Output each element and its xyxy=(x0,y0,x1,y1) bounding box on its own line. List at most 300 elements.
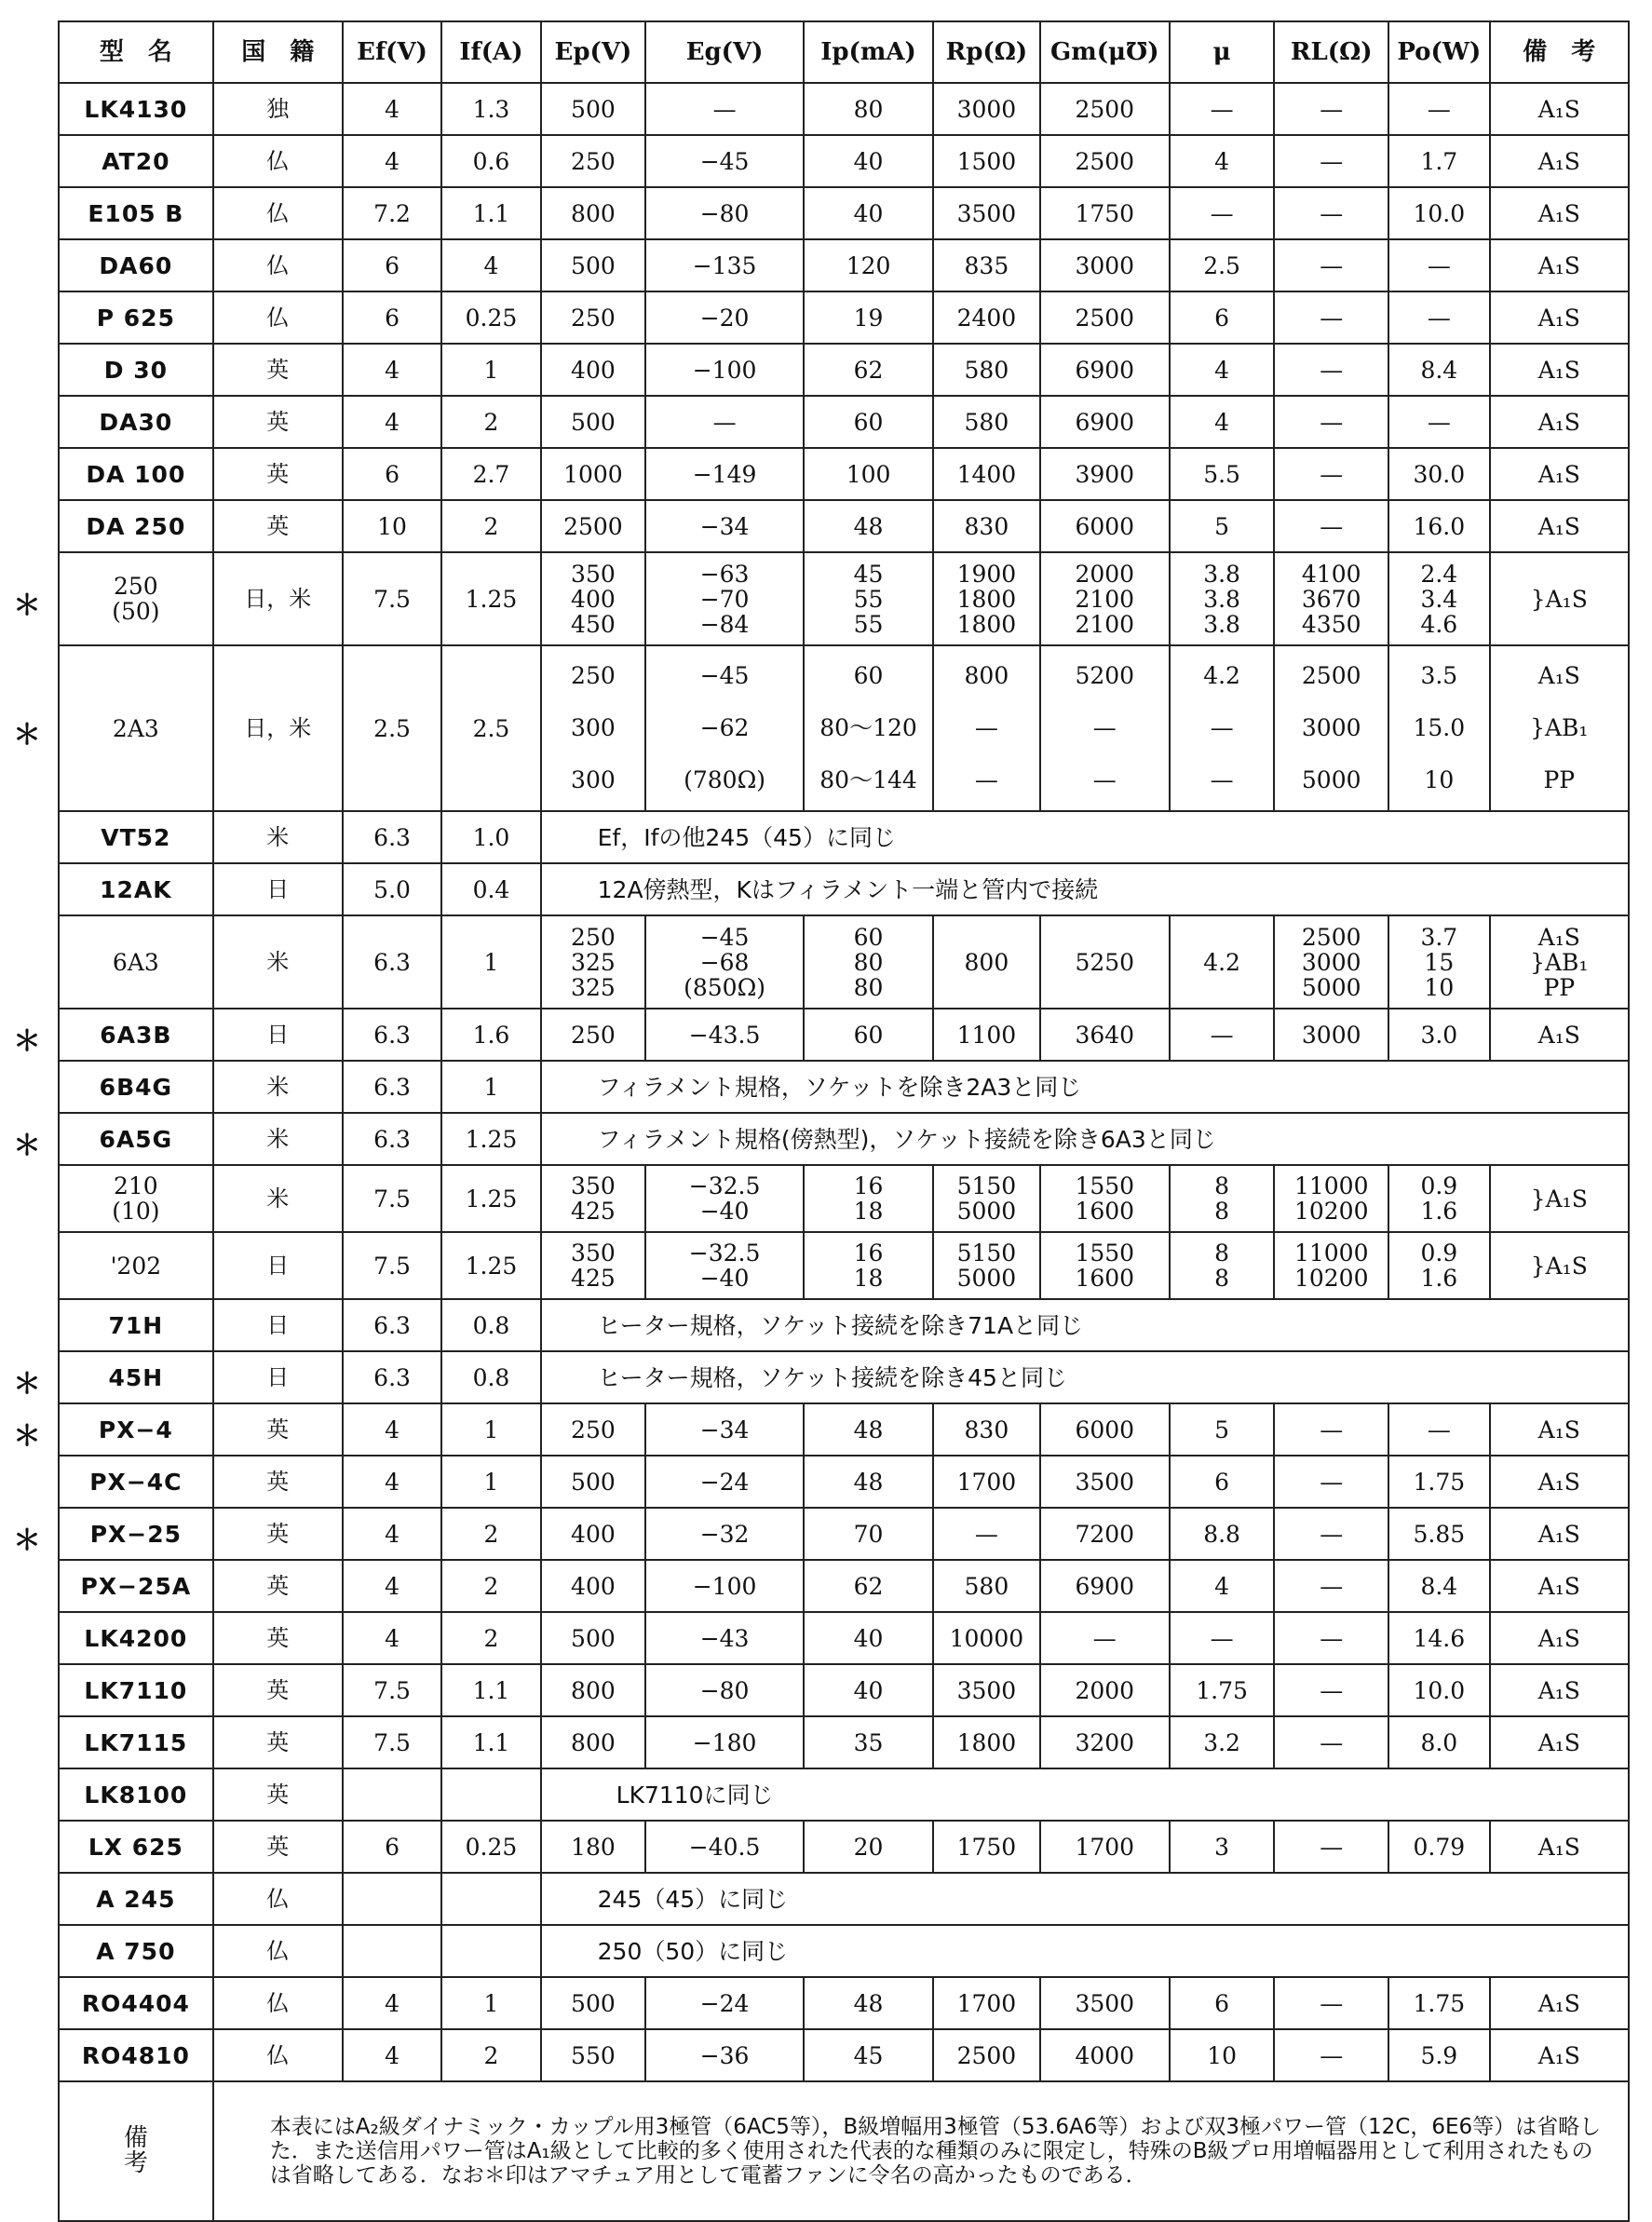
nation-cell: 独 xyxy=(213,83,343,135)
po-cell: 16.0 xyxy=(1388,500,1489,552)
cell-line: A₁S xyxy=(1537,923,1580,951)
po-cell: 14.6 xyxy=(1388,1612,1489,1664)
cell-line: 55 xyxy=(853,585,884,613)
ip-cell: 48 xyxy=(804,1977,933,2029)
nation-cell: 仏 xyxy=(213,1925,343,1977)
cell-line: 2100 xyxy=(1075,610,1135,638)
cell-line: 5150 xyxy=(956,1240,1017,1267)
nation-cell: 仏 xyxy=(213,135,343,187)
ip-cell xyxy=(804,1165,933,1232)
if-cell: 0.4 xyxy=(441,863,540,915)
col-header: Gm(μ℧) xyxy=(1040,21,1170,83)
nation-cell: 日 xyxy=(213,1351,343,1403)
cell-line: 2000 xyxy=(1075,560,1135,588)
rp-cell: 830 xyxy=(933,500,1040,552)
gm-cell: — xyxy=(1040,1612,1170,1664)
cell-line: 80〜144 xyxy=(819,766,917,793)
cell-line: 16 xyxy=(853,1172,884,1199)
ep-cell xyxy=(541,915,646,1009)
table-row xyxy=(59,915,1629,1009)
rp-cell: 1400 xyxy=(933,448,1040,500)
col-header: Ef(V) xyxy=(343,21,441,83)
model-cell: DA30 xyxy=(59,396,213,448)
ef-cell: 7.2 xyxy=(343,187,441,239)
remarks-cell: A₁S xyxy=(1490,448,1629,500)
mu-cell: — xyxy=(1170,1612,1275,1664)
cell-line: }AB₁ xyxy=(1530,948,1589,976)
eg-cell: −45 xyxy=(645,135,804,187)
cell-line: 8 xyxy=(1214,1240,1230,1267)
remarks-cell: A₁S xyxy=(1490,1560,1629,1612)
rp-cell: 2400 xyxy=(933,291,1040,344)
merged-note-cell: フィラメント規格，ソケットを除き2A3と同じ xyxy=(541,1061,1629,1113)
if-cell: 2.5 xyxy=(441,645,540,811)
cell-line: 考 xyxy=(123,2149,148,2177)
model-cell: 6A3B xyxy=(59,1009,213,1061)
ef-cell: 4 xyxy=(343,83,441,135)
remarks-cell xyxy=(1490,645,1629,811)
ep-cell xyxy=(541,1232,646,1299)
ef-cell: 4 xyxy=(343,1508,441,1560)
nation-cell: 日 xyxy=(213,1009,343,1061)
nation-cell: 米 xyxy=(213,811,343,863)
nation-cell: 日 xyxy=(213,863,343,915)
model-cell: A 750 xyxy=(59,1925,213,1977)
remarks-cell: A₁S xyxy=(1490,1716,1629,1768)
table-row xyxy=(59,500,1629,552)
cell-line: 5150 xyxy=(956,1172,1017,1199)
remarks-cell: A₁S xyxy=(1490,83,1629,135)
ip-cell: 48 xyxy=(804,500,933,552)
rl-cell: — xyxy=(1274,396,1388,448)
model-cell: 12AK xyxy=(59,863,213,915)
rl-cell xyxy=(1274,915,1388,1009)
cell-line: 325 xyxy=(571,948,616,976)
col-header: 国 籍 xyxy=(213,21,343,83)
ip-cell: 70 xyxy=(804,1508,933,1560)
cell-line: 300 xyxy=(571,714,616,741)
ef-cell: 4 xyxy=(343,1560,441,1612)
rl-cell: — xyxy=(1274,448,1388,500)
ep-cell xyxy=(541,552,646,645)
cell-line: 1800 xyxy=(956,610,1017,638)
rp-cell: 2500 xyxy=(933,2029,1040,2081)
po-cell: 3.0 xyxy=(1388,1009,1489,1061)
cell-line: 15.0 xyxy=(1413,714,1466,741)
eg-cell: −24 xyxy=(645,1456,804,1508)
remarks-cell xyxy=(1490,915,1629,1009)
col-header: Po(W) xyxy=(1388,21,1489,83)
cell-line: 350 xyxy=(571,1240,616,1267)
model-cell: RO4404 xyxy=(59,1977,213,2029)
model-cell: LK8100 xyxy=(59,1768,213,1821)
nation-cell: 日 xyxy=(213,1232,343,1299)
ef-cell: 4 xyxy=(343,1612,441,1664)
gm-cell: 2000 xyxy=(1040,1664,1170,1716)
merged-note-cell: 250（50）に同じ xyxy=(541,1925,1629,1977)
ip-cell xyxy=(804,552,933,645)
po-cell: — xyxy=(1388,1403,1489,1456)
ep-cell: 500 xyxy=(541,1456,646,1508)
cell-line: 10200 xyxy=(1293,1265,1369,1292)
cell-line: 16 xyxy=(853,1240,884,1267)
po-cell: 1.75 xyxy=(1388,1977,1489,2029)
ip-cell xyxy=(804,645,933,811)
rl-cell: — xyxy=(1274,1560,1388,1612)
gm-cell: 2500 xyxy=(1040,83,1170,135)
ip-cell: 62 xyxy=(804,1560,933,1612)
rl-cell: — xyxy=(1274,1977,1388,2029)
cell-line: 備 xyxy=(123,2124,148,2152)
po-cell: 0.79 xyxy=(1388,1821,1489,1873)
gm-cell xyxy=(1040,1232,1170,1299)
ef-cell: 6.3 xyxy=(343,1061,441,1113)
rp-cell: 580 xyxy=(933,344,1040,396)
table-row xyxy=(59,1009,1629,1061)
table-row xyxy=(59,1232,1629,1299)
ep-cell: 250 xyxy=(541,291,646,344)
nation-cell: 米 xyxy=(213,915,343,1009)
amateur-star-marker: ＊ xyxy=(13,1368,41,1401)
rp-cell: 835 xyxy=(933,239,1040,291)
eg-cell: −100 xyxy=(645,344,804,396)
gm-cell: 7200 xyxy=(1040,1508,1170,1560)
mu-cell: 8.8 xyxy=(1170,1508,1275,1560)
ep-cell: 400 xyxy=(541,344,646,396)
cell-line: 250 xyxy=(571,662,616,689)
ef-cell: 6.3 xyxy=(343,1351,441,1403)
remarks-cell: A₁S xyxy=(1490,1009,1629,1061)
ef-cell: 2.5 xyxy=(343,645,441,811)
model-cell xyxy=(59,552,213,645)
nation-cell: 英 xyxy=(213,448,343,500)
ef-cell: 6.3 xyxy=(343,915,441,1009)
amateur-star-marker: ＊ xyxy=(13,1025,41,1058)
eg-cell: −24 xyxy=(645,1977,804,2029)
nation-cell: 英 xyxy=(213,396,343,448)
rp-cell: 1700 xyxy=(933,1977,1040,2029)
mu-cell: — xyxy=(1170,187,1275,239)
po-cell: 8.4 xyxy=(1388,344,1489,396)
rl-cell xyxy=(1274,645,1388,811)
ep-cell: 500 xyxy=(541,1612,646,1664)
ef-cell: 6.3 xyxy=(343,1009,441,1061)
gm-cell: 6000 xyxy=(1040,1403,1170,1456)
eg-cell xyxy=(645,915,804,1009)
rp-cell: 1700 xyxy=(933,1456,1040,1508)
table-row xyxy=(59,2081,1629,2221)
col-header: Ip(mA) xyxy=(804,21,933,83)
cell-line: 60 xyxy=(853,923,884,951)
table-row xyxy=(59,83,1629,135)
model-cell: PX−4 xyxy=(59,1403,213,1456)
ip-cell: 20 xyxy=(804,1821,933,1873)
ef-cell: 7.5 xyxy=(343,1232,441,1299)
rp-cell: 800 xyxy=(933,915,1040,1009)
ep-cell: 800 xyxy=(541,1664,646,1716)
table-row xyxy=(59,1873,1629,1925)
merged-note-cell: ヒーター規格，ソケット接続を除き71Aと同じ xyxy=(541,1299,1629,1351)
rp-cell: 830 xyxy=(933,1403,1040,1456)
ep-cell: 250 xyxy=(541,1009,646,1061)
ef-cell: 4 xyxy=(343,2029,441,2081)
merged-note-cell: LK7110に同じ xyxy=(541,1768,1629,1821)
ef-cell: 7.5 xyxy=(343,1716,441,1768)
amateur-star-marker: ＊ xyxy=(13,1420,41,1453)
col-header: Rp(Ω) xyxy=(933,21,1040,83)
gm-cell: 3900 xyxy=(1040,448,1170,500)
cell-line: 1800 xyxy=(956,585,1017,613)
remarks-cell: A₁S xyxy=(1490,1977,1629,2029)
col-header: RL(Ω) xyxy=(1274,21,1388,83)
cell-line: 8 xyxy=(1214,1172,1230,1199)
remarks-cell: A₁S xyxy=(1490,500,1629,552)
rl-cell: — xyxy=(1274,1664,1388,1716)
model-cell: VT52 xyxy=(59,811,213,863)
if-cell: 2 xyxy=(441,1508,540,1560)
amateur-star-marker: ＊ xyxy=(13,589,41,622)
cell-line: 350 xyxy=(571,560,616,588)
remarks-cell: A₁S xyxy=(1490,135,1629,187)
cell-line: 2500 xyxy=(1301,662,1361,689)
eg-cell: — xyxy=(645,83,804,135)
rp-cell: 1750 xyxy=(933,1821,1040,1873)
mu-cell: 4 xyxy=(1170,1560,1275,1612)
cell-line: −45 xyxy=(699,923,750,951)
cell-line: −68 xyxy=(699,948,750,976)
cell-line: −32.5 xyxy=(688,1172,761,1199)
rl-cell: — xyxy=(1274,344,1388,396)
nation-cell: 英 xyxy=(213,1664,343,1716)
mu-cell: 4 xyxy=(1170,396,1275,448)
ep-cell xyxy=(541,1165,646,1232)
remarks-cell: }A₁S xyxy=(1490,1165,1629,1232)
nation-cell: 英 xyxy=(213,500,343,552)
ip-cell: 40 xyxy=(804,1664,933,1716)
mu-cell: 6 xyxy=(1170,291,1275,344)
nation-cell: 英 xyxy=(213,1456,343,1508)
mu-cell: — xyxy=(1170,1009,1275,1061)
cell-line: −45 xyxy=(699,662,750,689)
rl-cell xyxy=(1274,1232,1388,1299)
cell-line: 250 xyxy=(571,923,616,951)
model-cell: PX−4C xyxy=(59,1456,213,1508)
model-cell: RO4810 xyxy=(59,2029,213,2081)
cell-line: (780Ω) xyxy=(684,766,766,793)
model-cell: LK4200 xyxy=(59,1612,213,1664)
if-cell xyxy=(441,1873,540,1925)
rl-cell: — xyxy=(1274,239,1388,291)
nation-cell: 仏 xyxy=(213,1873,343,1925)
cell-line: 0.9 xyxy=(1420,1172,1458,1199)
cell-line: 3000 xyxy=(1301,714,1361,741)
cell-line: 55 xyxy=(853,610,884,638)
ep-cell: 180 xyxy=(541,1821,646,1873)
cell-line: PP xyxy=(1543,766,1576,793)
remarks-cell: A₁S xyxy=(1490,396,1629,448)
if-cell: 1.1 xyxy=(441,187,540,239)
cell-line: −32.5 xyxy=(688,1240,761,1267)
cell-line: 80〜120 xyxy=(819,714,917,741)
header-row xyxy=(59,21,1629,83)
amateur-star-marker: ＊ xyxy=(13,719,41,752)
remarks-cell: }A₁S xyxy=(1490,552,1629,645)
cell-line: }AB₁ xyxy=(1530,714,1589,741)
nation-cell: 英 xyxy=(213,1716,343,1768)
cell-line: 5000 xyxy=(1301,973,1361,1001)
nation-cell: 英 xyxy=(213,1612,343,1664)
model-cell: DA 250 xyxy=(59,500,213,552)
nation-cell: 米 xyxy=(213,1113,343,1165)
if-cell: 1 xyxy=(441,1456,540,1508)
mu-cell: 6 xyxy=(1170,1456,1275,1508)
nation-cell: 英 xyxy=(213,1768,343,1821)
cell-line: 350 xyxy=(571,1172,616,1199)
ip-cell xyxy=(804,1232,933,1299)
remarks-cell: }A₁S xyxy=(1490,1232,1629,1299)
cell-line: 10 xyxy=(1424,766,1455,793)
gm-cell: 3500 xyxy=(1040,1456,1170,1508)
eg-cell: −34 xyxy=(645,1403,804,1456)
ef-cell xyxy=(343,1768,441,1821)
ip-cell: 40 xyxy=(804,187,933,239)
table-row xyxy=(59,811,1629,863)
nation-cell: 仏 xyxy=(213,239,343,291)
eg-cell: −80 xyxy=(645,187,804,239)
ip-cell: 48 xyxy=(804,1456,933,1508)
col-header: μ xyxy=(1170,21,1275,83)
ef-cell: 6.3 xyxy=(343,1113,441,1165)
cell-line: — xyxy=(974,714,998,741)
rl-cell: — xyxy=(1274,83,1388,135)
model-cell: 2A3 xyxy=(59,645,213,811)
ep-cell: 500 xyxy=(541,83,646,135)
table-row xyxy=(59,1716,1629,1768)
eg-cell: −135 xyxy=(645,239,804,291)
nation-cell: 英 xyxy=(213,1821,343,1873)
po-cell xyxy=(1388,1232,1489,1299)
po-cell: 5.85 xyxy=(1388,1508,1489,1560)
cell-line: 450 xyxy=(571,610,616,638)
gm-cell: 6900 xyxy=(1040,396,1170,448)
mu-cell: 5 xyxy=(1170,500,1275,552)
gm-cell: 3000 xyxy=(1040,239,1170,291)
nation-cell: 米 xyxy=(213,1165,343,1232)
mu-cell: 5 xyxy=(1170,1403,1275,1456)
if-cell: 0.8 xyxy=(441,1299,540,1351)
ef-cell: 4 xyxy=(343,1403,441,1456)
cell-line: — xyxy=(1092,714,1117,741)
if-cell: 1.0 xyxy=(441,811,540,863)
cell-line: 2.4 xyxy=(1420,560,1458,588)
table-row xyxy=(59,1612,1629,1664)
po-cell: — xyxy=(1388,291,1489,344)
gm-cell: 2500 xyxy=(1040,135,1170,187)
rp-cell: 1500 xyxy=(933,135,1040,187)
cell-line: 80 xyxy=(853,948,884,976)
po-cell xyxy=(1388,645,1489,811)
table-row xyxy=(59,863,1629,915)
ef-cell: 4 xyxy=(343,344,441,396)
col-header: Eg(V) xyxy=(645,21,804,83)
cell-line: 60 xyxy=(853,662,884,689)
cell-line: −40 xyxy=(699,1198,750,1225)
mu-cell: 4 xyxy=(1170,135,1275,187)
if-cell: 2 xyxy=(441,500,540,552)
cell-line: −70 xyxy=(699,585,750,613)
nation-cell: 仏 xyxy=(213,2029,343,2081)
if-cell: 1 xyxy=(441,1977,540,2029)
po-cell: 30.0 xyxy=(1388,448,1489,500)
eg-cell: −80 xyxy=(645,1664,804,1716)
ef-cell: 4 xyxy=(343,135,441,187)
cell-line: 1600 xyxy=(1075,1198,1135,1225)
if-cell: 2 xyxy=(441,396,540,448)
merged-note-cell: Ef，Ifの他245（45）に同じ xyxy=(541,811,1629,863)
nation-cell: 仏 xyxy=(213,291,343,344)
mu-cell xyxy=(1170,1165,1275,1232)
table-row xyxy=(59,1351,1629,1403)
ep-cell: 800 xyxy=(541,1716,646,1768)
eg-cell: −20 xyxy=(645,291,804,344)
mu-cell: 10 xyxy=(1170,2029,1275,2081)
cell-line: 4100 xyxy=(1301,560,1361,588)
if-cell: 1.1 xyxy=(441,1716,540,1768)
rp-cell: — xyxy=(933,1508,1040,1560)
gm-cell: 3640 xyxy=(1040,1009,1170,1061)
rl-cell: — xyxy=(1274,1612,1388,1664)
remarks-cell: A₁S xyxy=(1490,187,1629,239)
remarks-cell: A₁S xyxy=(1490,1612,1629,1664)
if-cell: 0.8 xyxy=(441,1351,540,1403)
if-cell: 1.25 xyxy=(441,1113,540,1165)
table-row xyxy=(59,1061,1629,1113)
rl-cell: — xyxy=(1274,2029,1388,2081)
ef-cell: 6.3 xyxy=(343,1299,441,1351)
gm-cell: 6900 xyxy=(1040,344,1170,396)
po-cell xyxy=(1388,1165,1489,1232)
cell-line: 425 xyxy=(571,1198,616,1225)
model-cell: '202 xyxy=(59,1232,213,1299)
if-cell: 1.6 xyxy=(441,1009,540,1061)
cell-line: −40 xyxy=(699,1265,750,1292)
rp-cell: 580 xyxy=(933,396,1040,448)
mu-cell: 1.75 xyxy=(1170,1664,1275,1716)
cell-line: 10 xyxy=(1424,973,1455,1001)
table-row xyxy=(59,1113,1629,1165)
if-cell: 1.25 xyxy=(441,552,540,645)
cell-line: 425 xyxy=(571,1265,616,1292)
rl-cell: — xyxy=(1274,1821,1388,1873)
remarks-cell: A₁S xyxy=(1490,2029,1629,2081)
mu-cell: — xyxy=(1170,83,1275,135)
cell-line: (10) xyxy=(112,1198,160,1225)
cell-line: 5000 xyxy=(1301,766,1361,793)
eg-cell: −36 xyxy=(645,2029,804,2081)
ip-cell: 60 xyxy=(804,1009,933,1061)
gm-cell: 2500 xyxy=(1040,291,1170,344)
if-cell: 1.3 xyxy=(441,83,540,135)
ef-cell: 7.5 xyxy=(343,1165,441,1232)
ef-cell: 6.3 xyxy=(343,811,441,863)
rl-cell: — xyxy=(1274,187,1388,239)
model-cell: LX 625 xyxy=(59,1821,213,1873)
rl-cell: — xyxy=(1274,291,1388,344)
cell-line: 325 xyxy=(571,973,616,1001)
rp-cell: 3500 xyxy=(933,1664,1040,1716)
if-cell: 1 xyxy=(441,344,540,396)
cell-line: 3.8 xyxy=(1203,610,1240,638)
